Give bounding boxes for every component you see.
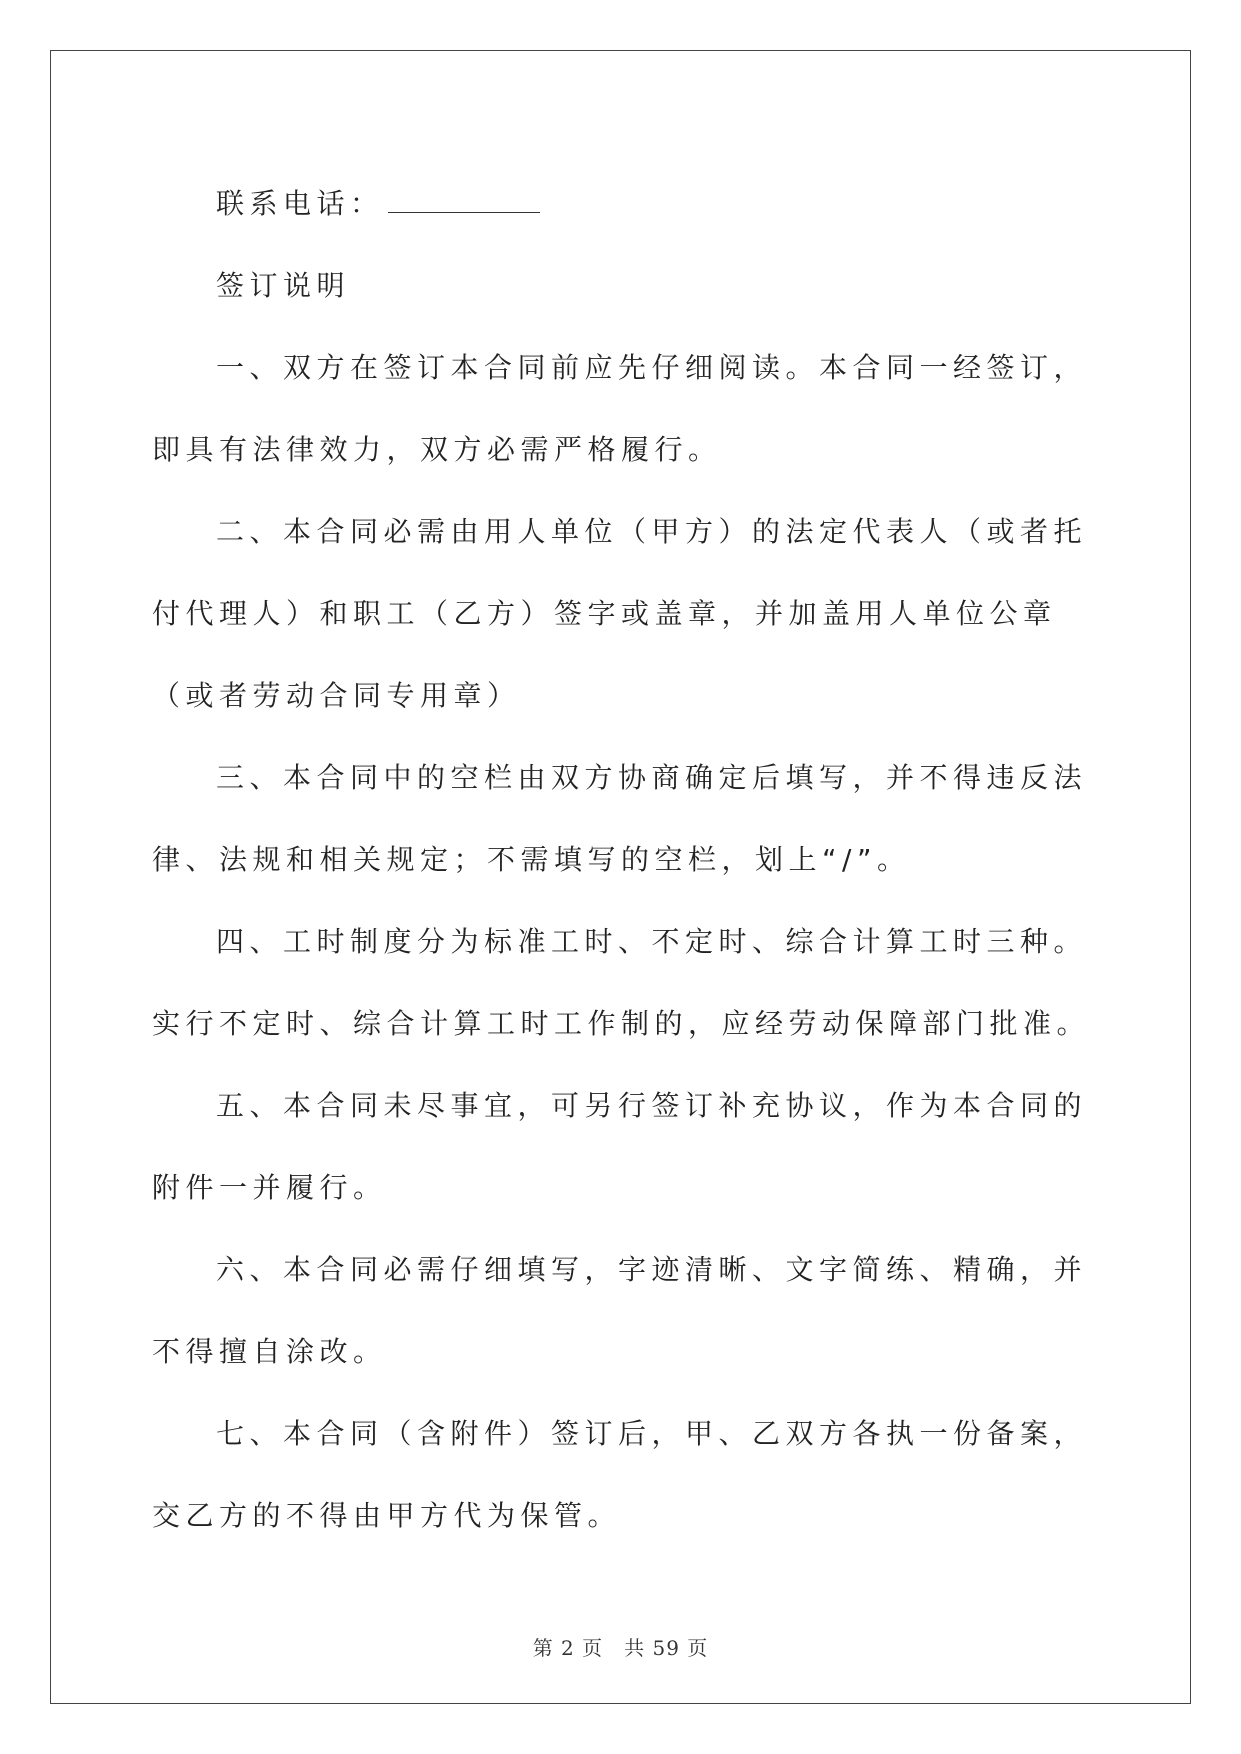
- paragraph-5: 五、本合同未尽事宜，可另行签订补充协议，作为本合同的附件一并履行。: [152, 1089, 1088, 1204]
- paragraph-2: 二、本合同必需由用人单位（甲方）的法定代表人（或者托付代理人）和职工（乙方）签字或盖章，并加盖用人单位公章（或者劳动合同专用章）: [152, 515, 1088, 712]
- paragraph-7: 七、本合同（含附件）签订后，甲、乙双方各执一份备案，交乙方的不得由甲方代为保管。: [152, 1417, 1088, 1532]
- paragraph-3: 三、本合同中的空栏由双方协商确定后填写，并不得违反法律、法规和相关规定；不需填写的空栏，划上“/”。: [152, 761, 1088, 876]
- contact-phone-line: [152, 163, 1092, 245]
- paragraph-4: 四、工时制度分为标准工时、不定时、综合计算工时三种。实行不定时、综合计算工时工作制的，应经劳动保障部门批准。: [152, 925, 1091, 1040]
- document-body: [152, 163, 1092, 1557]
- section-title: 签订说明: [216, 269, 351, 302]
- paragraph-1: 一、双方在签订本合同前应先仔细阅读。本合同一经签订，即具有法律效力，双方必需严格履行。: [152, 351, 1088, 466]
- contact-phone-blank: [388, 188, 540, 213]
- paragraph-6: 六、本合同必需仔细填写，字迹清晰、文字简练、精确，并不得擅自涂改。: [152, 1253, 1088, 1368]
- page-footer: 第 2 页 共 59 页: [532, 1636, 709, 1660]
- contact-phone-label: 联系电话：: [216, 187, 384, 220]
